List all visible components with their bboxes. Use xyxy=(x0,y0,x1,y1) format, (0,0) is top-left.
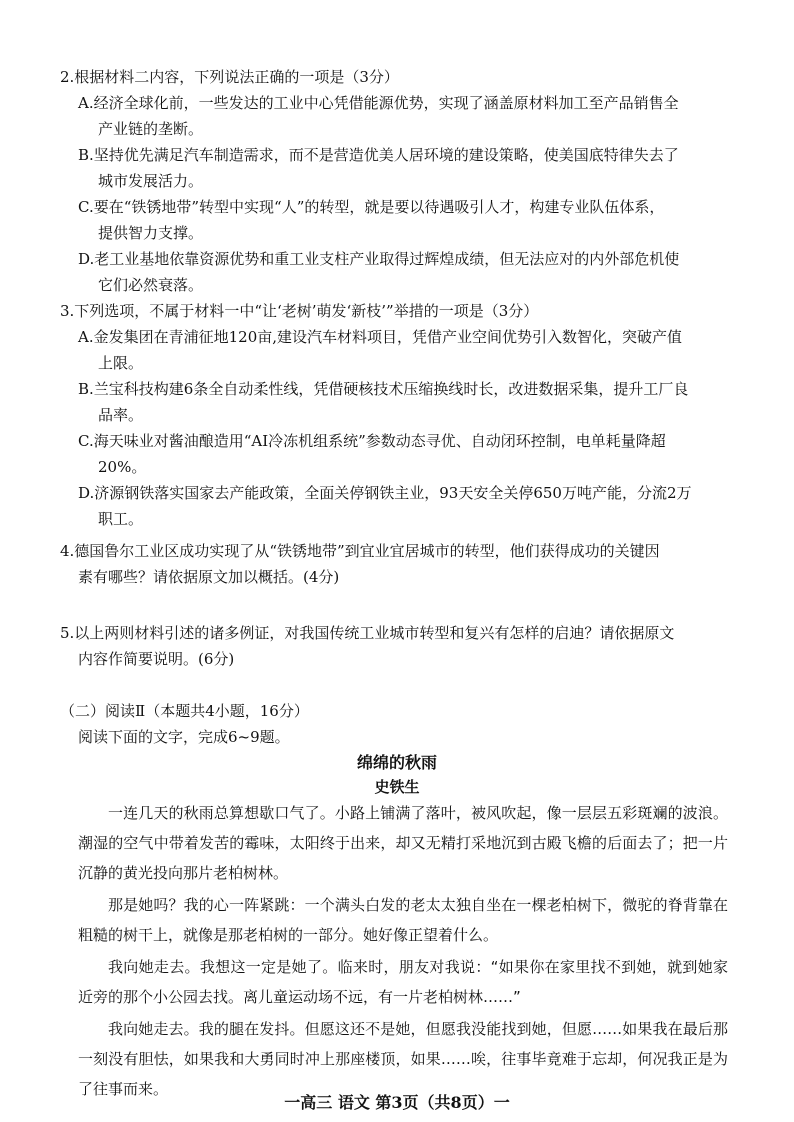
question-5-text: 5.以上两则材料引述的诸多例证，对我国传统工业城市转型和复兴有怎样的启迪？请依据原文 xyxy=(60,624,675,642)
essay-paragraph: 我向她走去。我的腿在发抖。但愿这还不是她，但愿我没能找到她，但愿……如果我在最后那一刻没有胆怯，如果我和大勇同时冲上那座楼顶，如果……唉，往事毕竟难于忘却，何况我正是为了往事而来。 xyxy=(78,1020,728,1098)
section-instruction: 阅读下面的文字，完成6~9题。 xyxy=(78,728,290,746)
option-text: C.海天味业对酱油酿造用“AI冷冻机组系统”参数动态寻优、自动闭环控制，电单耗量降超 xyxy=(78,432,666,450)
question-4 xyxy=(60,538,740,590)
question-3-option-d xyxy=(78,480,740,532)
essay-paragraph: 我向她走去。我想这一定是她了。临来时，朋友对我说：“如果你在家里找不到她，就到她家近旁的那个小公园去找。离儿童运动场不远，有一片老柏树林……” xyxy=(78,958,728,1006)
option-text-cont: 品率。 xyxy=(98,406,144,424)
section-title: （二）阅读Ⅱ（本题共4小题，16分） xyxy=(60,702,309,720)
question-3-option-a xyxy=(78,324,740,376)
option-text-cont: 职工。 xyxy=(98,510,144,528)
question-4-text: 4.德国鲁尔工业区成功实现了从“铁锈地带”到宜业宜居城市的转型，他们获得成功的关键因 xyxy=(60,542,660,560)
option-text-cont: 上限。 xyxy=(98,354,144,372)
question-2-stem: 2.根据材料二内容，下列说法正确的一项是（3分） xyxy=(60,68,399,86)
question-5 xyxy=(60,620,740,672)
question-2-option-b xyxy=(78,142,740,194)
question-2-option-a xyxy=(78,90,740,142)
option-text: D.济源钢铁落实国家去产能政策，全面关停钢铁主业，93天安全关停650万吨产能，分流2万 xyxy=(78,484,692,502)
section-header xyxy=(60,698,740,750)
question-2 xyxy=(60,64,740,298)
question-3-option-b xyxy=(78,376,740,428)
question-2-option-d xyxy=(78,246,740,298)
essay-title: 绵绵的秋雨 xyxy=(356,753,437,772)
option-text: B.坚持优先满足汽车制造需求，而不是营造优美人居环境的建设策略，使美国底特律失去了 xyxy=(78,146,679,164)
option-text: C.要在“铁锈地带”转型中实现“人”的转型，就是要以待遇吸引人才，构建专业队伍体系， xyxy=(78,198,665,216)
question-3-option-c xyxy=(78,428,740,480)
option-text: D.老工业基地依靠资源优势和重工业支柱产业取得过辉煌成绩，但无法应对的内外部危机使 xyxy=(78,250,680,268)
option-text-cont: 产业链的垄断。 xyxy=(98,120,204,138)
essay-paragraph: 一连几天的秋雨总算想歇口气了。小路上铺满了落叶，被风吹起，像一层层五彩斑斓的波浪。潮湿的空气中带着发苦的霉味，太阳终于出来，却又无精打采地沉到古殿飞檐的后面去了；把一片沉静的黄光投向那片老柏树林。 xyxy=(78,804,728,882)
question-3 xyxy=(60,298,740,532)
option-text-cont: 它们必然衰落。 xyxy=(98,276,204,294)
essay-author: 史铁生 xyxy=(374,778,420,796)
question-4-text-cont: 素有哪些？请依据原文加以概括。(4分) xyxy=(78,568,340,586)
option-text-cont: 城市发展活力。 xyxy=(98,172,204,190)
question-3-stem: 3.下列选项，不属于材料一中“让‘老树’萌发‘新枝’”举措的一项是（3分） xyxy=(60,302,539,320)
question-5-text-cont: 内容作简要说明。(6分) xyxy=(78,650,235,668)
option-text: A.经济全球化前，一些发达的工业中心凭借能源优势，实现了涵盖原材料加工至产品销售全 xyxy=(78,94,679,112)
essay-body xyxy=(78,798,728,1106)
option-text: B.兰宝科技构建6条全自动柔性线，凭借硬核技术压缩换线时长，改进数据采集，提升工厂良 xyxy=(78,380,689,398)
option-text-cont: 提供智力支撑。 xyxy=(98,224,204,242)
essay-paragraph: 那是她吗？我的心一阵紧跳：一个满头白发的老太太独自坐在一棵老柏树下，微驼的脊背靠在粗糙的树干上，就像是那老柏树的一部分。她好像正望着什么。 xyxy=(78,896,728,944)
option-text: A.金发集团在青浦征地120亩,建设汽车材料项目，凭借产业空间优势引入数智化，突破产值 xyxy=(78,328,683,346)
option-text-cont: 20%。 xyxy=(98,458,147,476)
question-2-option-c xyxy=(78,194,740,246)
page-footer: 一高三 语文 第3页（共8页）一 xyxy=(284,1093,510,1112)
